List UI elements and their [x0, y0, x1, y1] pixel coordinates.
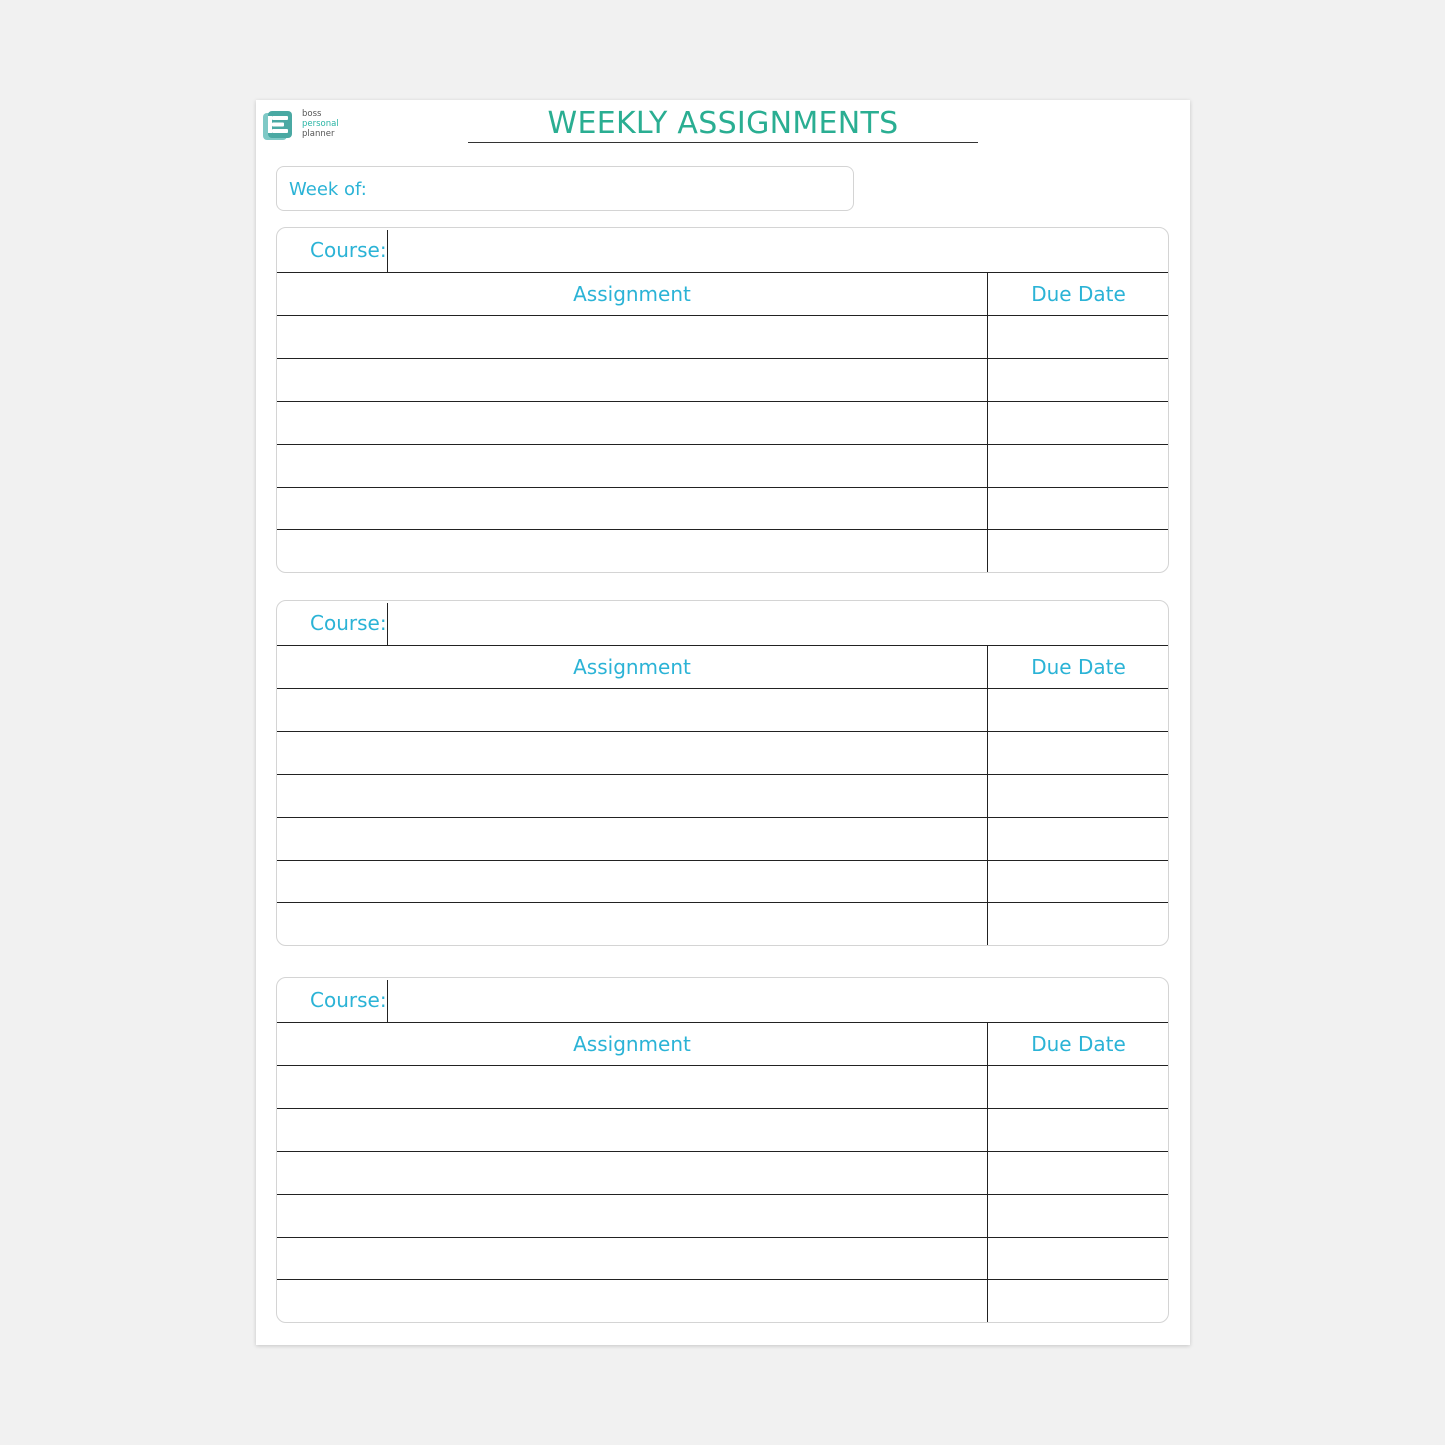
due-date-cell[interactable]: [989, 1066, 1168, 1108]
course-divider: [387, 980, 388, 1022]
course-label: Course:: [310, 238, 387, 262]
due-date-cell[interactable]: [989, 530, 1168, 572]
table-row: [277, 1065, 1168, 1108]
table-row: [277, 1151, 1168, 1194]
due-date-cell[interactable]: [989, 775, 1168, 817]
due-date-cell[interactable]: [989, 316, 1168, 358]
table-row: [277, 731, 1168, 774]
assignment-cell[interactable]: [277, 903, 987, 945]
week-of-label: Week of:: [289, 179, 367, 200]
table-row: [277, 774, 1168, 817]
due-date-cell[interactable]: [989, 488, 1168, 530]
table-row: [277, 1194, 1168, 1237]
due-date-cell[interactable]: [989, 1195, 1168, 1237]
assignment-cell[interactable]: [277, 1152, 987, 1194]
table-row: [277, 315, 1168, 358]
due-date-cell[interactable]: [989, 1280, 1168, 1322]
due-date-cell[interactable]: [989, 359, 1168, 401]
assignment-cell[interactable]: [277, 359, 987, 401]
due-date-cell[interactable]: [989, 1238, 1168, 1280]
table-row: [277, 688, 1168, 731]
assignment-column-header: Assignment: [573, 655, 691, 679]
assignment-cell[interactable]: [277, 316, 987, 358]
page-title: WEEKLY ASSIGNMENTS: [468, 104, 978, 143]
assignment-cell[interactable]: [277, 861, 987, 903]
table-row: [277, 444, 1168, 487]
brand-logo: [262, 108, 352, 144]
week-of-field[interactable]: [276, 166, 854, 211]
planner-page: [256, 100, 1190, 1345]
assignment-cell[interactable]: [277, 1066, 987, 1108]
assignment-table: [277, 646, 1168, 946]
course-divider: [387, 603, 388, 645]
assignment-cell[interactable]: [277, 1238, 987, 1280]
course-header: [277, 978, 1168, 1023]
course-name-field[interactable]: [393, 232, 1153, 268]
due-date-cell[interactable]: [989, 903, 1168, 945]
course-label: Course:: [310, 611, 387, 635]
assignment-cell[interactable]: [277, 1280, 987, 1322]
table-row: [277, 1237, 1168, 1280]
course-label: Course:: [310, 988, 387, 1012]
due-date-cell[interactable]: [989, 445, 1168, 487]
due-date-cell[interactable]: [989, 689, 1168, 731]
due-date-cell[interactable]: [989, 1152, 1168, 1194]
due-date-cell[interactable]: [989, 402, 1168, 444]
table-row: [277, 1108, 1168, 1151]
due-date-cell[interactable]: [989, 1109, 1168, 1151]
due-date-column-header: Due Date: [1031, 282, 1126, 306]
assignment-cell[interactable]: [277, 530, 987, 572]
assignment-cell[interactable]: [277, 775, 987, 817]
assignment-column-header: Assignment: [573, 1032, 691, 1056]
due-date-cell[interactable]: [989, 818, 1168, 860]
assignment-cell[interactable]: [277, 1195, 987, 1237]
assignment-table: [277, 1023, 1168, 1323]
table-row: [277, 487, 1168, 530]
table-row: [277, 902, 1168, 945]
course-panel: [276, 227, 1169, 573]
assignment-column-header: Assignment: [573, 282, 691, 306]
assignment-cell[interactable]: [277, 488, 987, 530]
table-row: [277, 358, 1168, 401]
assignment-cell[interactable]: [277, 818, 987, 860]
assignment-table: [277, 273, 1168, 573]
due-date-column-header: Due Date: [1031, 655, 1126, 679]
due-date-column-header: Due Date: [1031, 1032, 1126, 1056]
assignment-cell[interactable]: [277, 732, 987, 774]
table-row: [277, 860, 1168, 903]
course-header: [277, 228, 1168, 273]
table-row: [277, 529, 1168, 572]
brand-line-2: personal: [302, 119, 339, 129]
brand-line-1: boss: [302, 109, 322, 119]
course-panel: [276, 600, 1169, 946]
course-panel: [276, 977, 1169, 1323]
course-header: [277, 601, 1168, 646]
assignment-cell[interactable]: [277, 1109, 987, 1151]
table-row: [277, 817, 1168, 860]
assignment-cell[interactable]: [277, 445, 987, 487]
brand-line-3: planner: [302, 129, 335, 139]
table-row: [277, 1279, 1168, 1322]
due-date-cell[interactable]: [989, 732, 1168, 774]
course-name-field[interactable]: [393, 605, 1153, 641]
assignment-cell[interactable]: [277, 402, 987, 444]
course-divider: [387, 230, 388, 272]
table-row: [277, 401, 1168, 444]
course-name-field[interactable]: [393, 982, 1153, 1018]
planner-logo-icon: [262, 110, 294, 142]
brand-wordmark: [302, 109, 339, 139]
due-date-cell[interactable]: [989, 861, 1168, 903]
assignment-cell[interactable]: [277, 689, 987, 731]
